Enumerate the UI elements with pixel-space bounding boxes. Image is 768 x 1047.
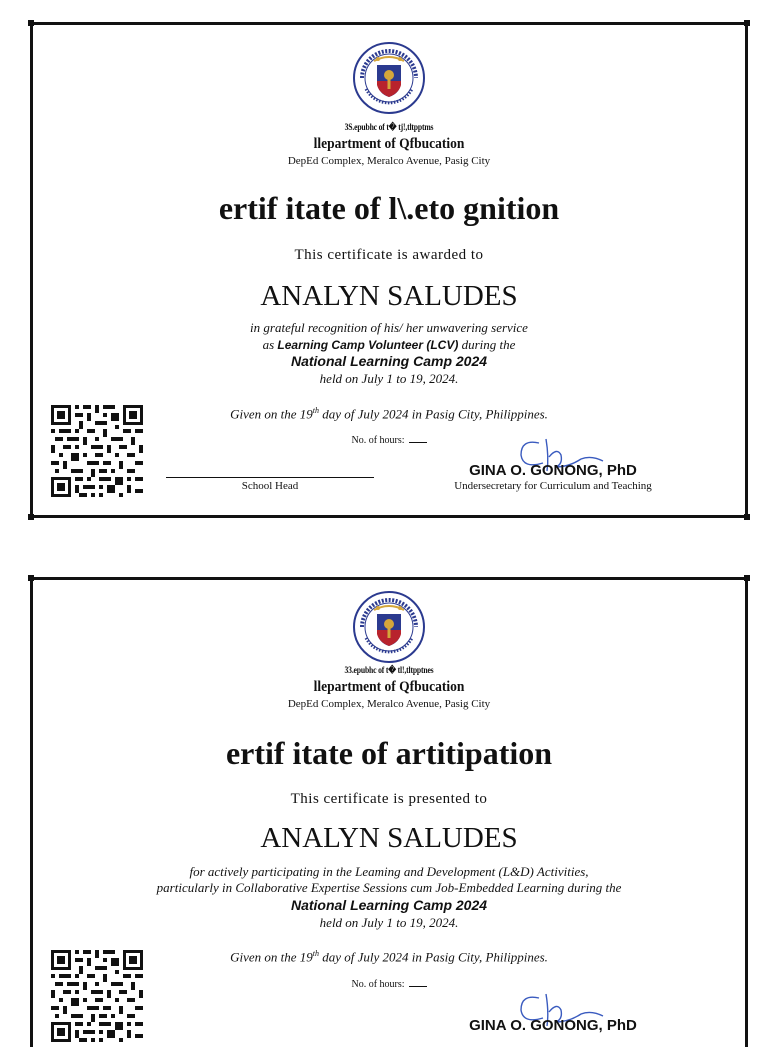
frame-corner: [28, 20, 34, 26]
certificate-lead: This certificate is presented to: [290, 791, 488, 807]
signatory-title: Undersecretary for Curriculum and Teaching: [454, 480, 652, 492]
given-line: Given on the 19th day of July 2024 in Pasig City, Philippines.: [230, 406, 548, 422]
certificate-lead: This certificate is awarded to: [294, 247, 484, 263]
certificate-title: ertif itate of artitipation: [225, 735, 553, 771]
event-name: National Learning Camp 2024: [290, 353, 488, 369]
republic-line: 3S.epubhc of t� tj!,tltpptms: [344, 122, 434, 132]
hours-line: No. of hours:: [33, 979, 745, 990]
body-line-2: particularly in Collaborative Expertise Sessions cum Job-Embedded Learning during the: [156, 880, 622, 895]
department-address: DepEd Complex, Meralco Avenue, Pasig City: [287, 698, 491, 710]
body-line-1: in grateful recognition of his/ her unwavering service: [250, 320, 528, 335]
held-dates: held on July 1 to 19, 2024.: [319, 371, 459, 386]
role-text: Learning Camp Volunteer (LCV): [277, 338, 459, 352]
hours-line: No. of hours:: [33, 435, 745, 446]
school-head-label: School Head: [241, 480, 299, 492]
department-address: DepEd Complex, Meralco Avenue, Pasig City: [287, 155, 491, 167]
certificate-title: ertif itate of l\.eto gnition: [218, 190, 560, 226]
certificate-of-recognition: [30, 22, 748, 518]
frame-corner: [28, 514, 34, 520]
frame-corner: [744, 514, 750, 520]
frame-corner: [28, 575, 34, 581]
frame-corner: [744, 575, 750, 581]
frame-corner: [744, 20, 750, 26]
republic-line: 33.epubhc of t� tl!,tltpptnes: [344, 665, 434, 675]
deped-seal-logo: [352, 590, 426, 664]
deped-seal-logo: [352, 41, 426, 115]
signatory-name: GINA O. GONONG, PhD: [469, 1017, 637, 1034]
body-line-1: for actively participating in the Leaming and Development (L&D) Activities,: [189, 864, 589, 879]
held-dates: held on July 1 to 19, 2024.: [319, 915, 459, 930]
body-line-2: as Learning Camp Volunteer (LCV) during the: [262, 337, 516, 352]
given-line: Given on the 19th day of July 2024 in Pasig City, Philippines.: [230, 949, 548, 965]
recipient-name: ANALYN SALUDES: [260, 822, 518, 854]
school-head-signature-line: [166, 477, 374, 478]
event-name: National Learning Camp 2024: [290, 897, 488, 913]
department-name: llepartment of Qfbucation: [313, 679, 465, 695]
department-name: llepartment of Qfbucation: [313, 136, 465, 152]
certificate-of-participation: [30, 577, 748, 1047]
signatory-name: GINA O. GONONG, PhD: [469, 462, 637, 479]
recipient-name: ANALYN SALUDES: [260, 280, 518, 312]
